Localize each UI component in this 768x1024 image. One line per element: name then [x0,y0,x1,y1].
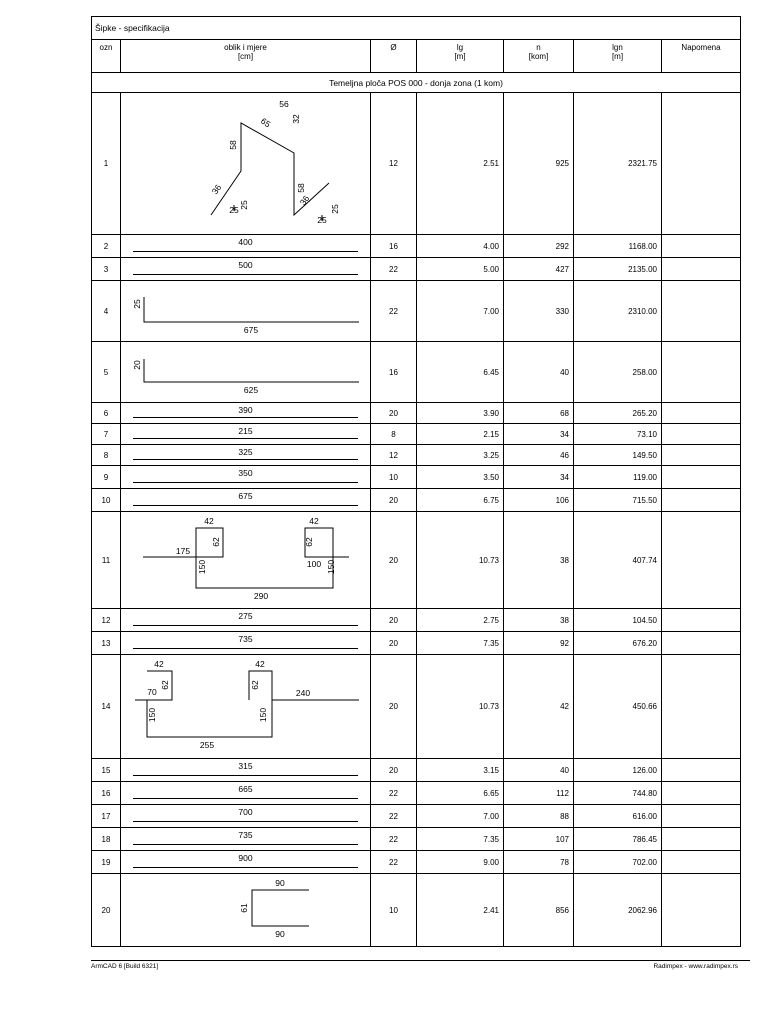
dim-label: 36 [297,193,312,208]
row-n: 88 [504,805,574,828]
bar-length-label: 275 [238,611,253,621]
row-n: 34 [504,424,574,445]
dim-label: 150 [197,559,207,575]
row-lgn: 2310.00 [574,281,662,342]
row-ozn: 20 [92,874,121,947]
row-napomena [662,759,741,782]
row-lg: 10.73 [417,655,504,759]
dim-label: 175 [175,546,191,556]
straight-bar-3 [121,258,371,281]
table-row [92,512,741,609]
row-lgn: 786.45 [574,828,662,851]
bar-line [133,844,358,845]
table-row [92,805,741,828]
dim-label: 42 [255,659,265,669]
specification-sheet [91,16,740,947]
header-napomena: Napomena [662,40,741,73]
dim-label: 58 [228,140,238,150]
row-napomena [662,874,741,947]
row-lgn: 2135.00 [574,258,662,281]
bar-line [133,821,358,822]
row-lgn: 149.50 [574,445,662,466]
row-diameter: 22 [371,828,417,851]
shape-drawing-1 [121,93,371,235]
dim-label: 62 [211,537,221,547]
table-row [92,759,741,782]
header-ozn: ozn [92,40,121,73]
table-row [92,445,741,466]
table-row [92,782,741,805]
dim-label: 62 [250,680,260,690]
table-row [92,489,741,512]
bar-line [133,459,358,460]
bar-line [133,625,358,626]
row-lgn: 119.00 [574,466,662,489]
row-lgn: 104.50 [574,609,662,632]
row-diameter: 12 [371,445,417,466]
row-ozn: 13 [92,632,121,655]
row-lgn: 1168.00 [574,235,662,258]
row-napomena [662,489,741,512]
row-n: 46 [504,445,574,466]
table-row [92,632,741,655]
bar-line [133,867,358,868]
header-lgn-label: lgn [612,43,623,52]
table-row [92,466,741,489]
row-n: 40 [504,759,574,782]
table-row [92,93,741,235]
row-n: 40 [504,342,574,403]
row-diameter: 20 [371,403,417,424]
row-n: 78 [504,851,574,874]
dim-label: 625 [243,385,259,395]
row-lg: 6.45 [417,342,504,403]
table-row [92,281,741,342]
bar-line [133,798,358,799]
row-lgn: 2062.96 [574,874,662,947]
straight-bar-19 [121,851,371,874]
row-diameter: 22 [371,782,417,805]
shape-11-svg [121,512,371,608]
row-napomena [662,655,741,759]
dim-label: 150 [147,707,157,723]
row-ozn: 9 [92,466,121,489]
row-lg: 2.75 [417,609,504,632]
row-n: 92 [504,632,574,655]
row-lg: 7.35 [417,632,504,655]
dim-label: 25 [229,205,239,215]
table-row [92,655,741,759]
bar-length-label: 325 [238,447,253,457]
row-diameter: 20 [371,512,417,609]
row-n: 292 [504,235,574,258]
dim-label: 255 [199,740,215,750]
table-row [92,828,741,851]
dim-label: 25 [239,200,249,210]
dim-label: 42 [204,516,214,526]
row-lg: 3.90 [417,403,504,424]
row-napomena [662,512,741,609]
straight-bar-2 [121,235,371,258]
row-napomena [662,782,741,805]
row-napomena [662,281,741,342]
bar-line [133,648,358,649]
header-oblik-unit: [cm] [237,52,254,61]
row-diameter: 10 [371,874,417,947]
row-napomena [662,851,741,874]
row-ozn: 12 [92,609,121,632]
row-ozn: 8 [92,445,121,466]
row-napomena [662,632,741,655]
straight-bar-8 [121,445,371,466]
straight-bar-13 [121,632,371,655]
row-diameter: 20 [371,632,417,655]
header-lg-unit: [m] [454,52,466,61]
row-lg: 3.15 [417,759,504,782]
row-lg: 2.41 [417,874,504,947]
section-title: Temeljna ploča POS 000 - donja zona (1 kom) [92,73,741,93]
table-row [92,342,741,403]
row-diameter: 16 [371,342,417,403]
shape-drawing-14 [121,655,371,759]
row-ozn: 14 [92,655,121,759]
row-napomena [662,609,741,632]
row-n: 42 [504,655,574,759]
header-lgn-unit: [m] [611,52,624,61]
row-lg: 3.25 [417,445,504,466]
dim-label: 150 [326,559,336,575]
row-n: 68 [504,403,574,424]
bar-line [133,251,358,252]
row-lg: 5.00 [417,258,504,281]
row-lg: 2.15 [417,424,504,445]
straight-bar-10 [121,489,371,512]
shape-1-svg [121,93,371,234]
dim-label: 62 [160,680,170,690]
bar-length-label: 390 [238,405,253,415]
bar-length-label: 665 [238,784,253,794]
row-n: 38 [504,609,574,632]
bar-line [133,775,358,776]
row-lg: 9.00 [417,851,504,874]
dim-label: 290 [253,591,269,601]
bar-line [133,417,358,418]
row-lgn: 407.74 [574,512,662,609]
bar-line [133,438,358,439]
dim-label: 20 [132,360,142,370]
row-n: 34 [504,466,574,489]
row-lg: 3.50 [417,466,504,489]
row-n: 107 [504,828,574,851]
row-diameter: 16 [371,235,417,258]
dim-label: 62 [304,537,314,547]
straight-bar-9 [121,466,371,489]
footer-vendor: Radimpex - www.radimpex.rs [653,963,738,970]
dim-label: 32 [291,114,301,124]
page-footer [91,960,750,970]
row-napomena [662,828,741,851]
shape-14-svg [121,655,371,758]
row-lgn: 702.00 [574,851,662,874]
row-lg: 4.00 [417,235,504,258]
dim-label: 70 [147,687,157,697]
bar-length-label: 215 [238,426,253,436]
row-ozn: 18 [92,828,121,851]
row-lgn: 73.10 [574,424,662,445]
row-ozn: 19 [92,851,121,874]
dim-label: 56 [279,99,289,109]
row-diameter: 22 [371,258,417,281]
table-row [92,235,741,258]
bar-length-label: 900 [238,853,253,863]
row-ozn: 15 [92,759,121,782]
dim-label: 36 [209,182,224,197]
row-diameter: 20 [371,609,417,632]
straight-bar-18 [121,828,371,851]
row-lgn: 258.00 [574,342,662,403]
dim-label: 25 [132,299,142,309]
row-napomena [662,93,741,235]
dim-label: 42 [309,516,319,526]
straight-bar-12 [121,609,371,632]
row-lgn: 715.50 [574,489,662,512]
row-lgn: 126.00 [574,759,662,782]
shape-20-svg [121,874,371,946]
bar-length-label: 315 [238,761,253,771]
row-ozn: 6 [92,403,121,424]
table-row [92,258,741,281]
shape-drawing-11 [121,512,371,609]
bar-line [133,482,358,483]
table-row [92,424,741,445]
dim-label: 675 [243,325,259,335]
row-napomena [662,258,741,281]
bar-length-label: 735 [238,634,253,644]
row-lg: 10.73 [417,512,504,609]
header-diameter: Ø [371,40,417,73]
row-n: 330 [504,281,574,342]
row-n: 38 [504,512,574,609]
table-row [92,874,741,947]
straight-bar-7 [121,424,371,445]
row-ozn: 7 [92,424,121,445]
bar-length-label: 700 [238,807,253,817]
dim-label: 65 [258,115,273,130]
dim-label: 25 [317,215,327,225]
row-ozn: 3 [92,258,121,281]
row-ozn: 10 [92,489,121,512]
dim-label: 150 [258,707,268,723]
row-ozn: 17 [92,805,121,828]
bar-length-label: 675 [238,491,253,501]
row-napomena [662,342,741,403]
dim-label: 240 [295,688,311,698]
straight-bar-6 [121,403,371,424]
table-row [92,851,741,874]
row-lg: 6.75 [417,489,504,512]
table-row [92,403,741,424]
header-lg [417,40,504,73]
row-napomena [662,424,741,445]
row-lgn: 744.80 [574,782,662,805]
table-row [92,609,741,632]
row-napomena [662,403,741,424]
table-title: Šipke - specifikacija [92,17,741,40]
row-n: 106 [504,489,574,512]
row-lgn: 265.20 [574,403,662,424]
row-lg: 7.00 [417,805,504,828]
row-napomena [662,445,741,466]
row-lgn: 676.20 [574,632,662,655]
header-lgn [574,40,662,73]
row-lgn: 450.66 [574,655,662,759]
shape-drawing-4 [121,281,371,342]
header-lg-label: lg [456,43,464,52]
header-row [92,40,741,73]
row-n: 856 [504,874,574,947]
bar-line [133,274,358,275]
row-diameter: 10 [371,466,417,489]
row-diameter: 20 [371,759,417,782]
shape-5-svg [121,342,371,402]
row-lgn: 616.00 [574,805,662,828]
header-n-unit: [kom] [528,52,549,61]
bar-length-label: 400 [238,237,253,247]
row-diameter: 22 [371,281,417,342]
header-oblik-label: oblik i mjere [224,43,267,52]
shape-4-svg [121,281,371,341]
shape-drawing-5 [121,342,371,403]
row-ozn: 4 [92,281,121,342]
bar-line [133,505,358,506]
straight-bar-15 [121,759,371,782]
dim-label: 58 [296,183,306,193]
bar-length-label: 500 [238,260,253,270]
bar-length-label: 735 [238,830,253,840]
row-lg: 7.35 [417,828,504,851]
row-diameter: 22 [371,851,417,874]
footer-software: ArmCAD 6 [Build 6321] [91,963,159,970]
straight-bar-17 [121,805,371,828]
dim-label: 61 [239,903,249,913]
dim-label: 90 [275,929,285,939]
row-napomena [662,805,741,828]
bar-length-label: 350 [238,468,253,478]
shape-drawing-20 [121,874,371,947]
dim-label: 42 [154,659,164,669]
row-n: 925 [504,93,574,235]
row-diameter: 20 [371,655,417,759]
row-ozn: 16 [92,782,121,805]
row-ozn: 5 [92,342,121,403]
header-n [504,40,574,73]
dim-label: 100 [306,559,322,569]
specification-table [91,16,741,947]
row-diameter: 20 [371,489,417,512]
straight-bar-16 [121,782,371,805]
row-lg: 7.00 [417,281,504,342]
row-ozn: 11 [92,512,121,609]
dim-label: 90 [275,878,285,888]
row-ozn: 2 [92,235,121,258]
row-diameter: 12 [371,93,417,235]
row-diameter: 8 [371,424,417,445]
row-napomena [662,235,741,258]
header-n-label: n [536,43,541,52]
row-n: 427 [504,258,574,281]
dim-label: 25 [330,204,340,214]
row-napomena [662,466,741,489]
row-lgn: 2321.75 [574,93,662,235]
row-lg: 2.51 [417,93,504,235]
row-diameter: 22 [371,805,417,828]
row-ozn: 1 [92,93,121,235]
row-lg: 6.65 [417,782,504,805]
row-n: 112 [504,782,574,805]
header-oblik [121,40,371,73]
